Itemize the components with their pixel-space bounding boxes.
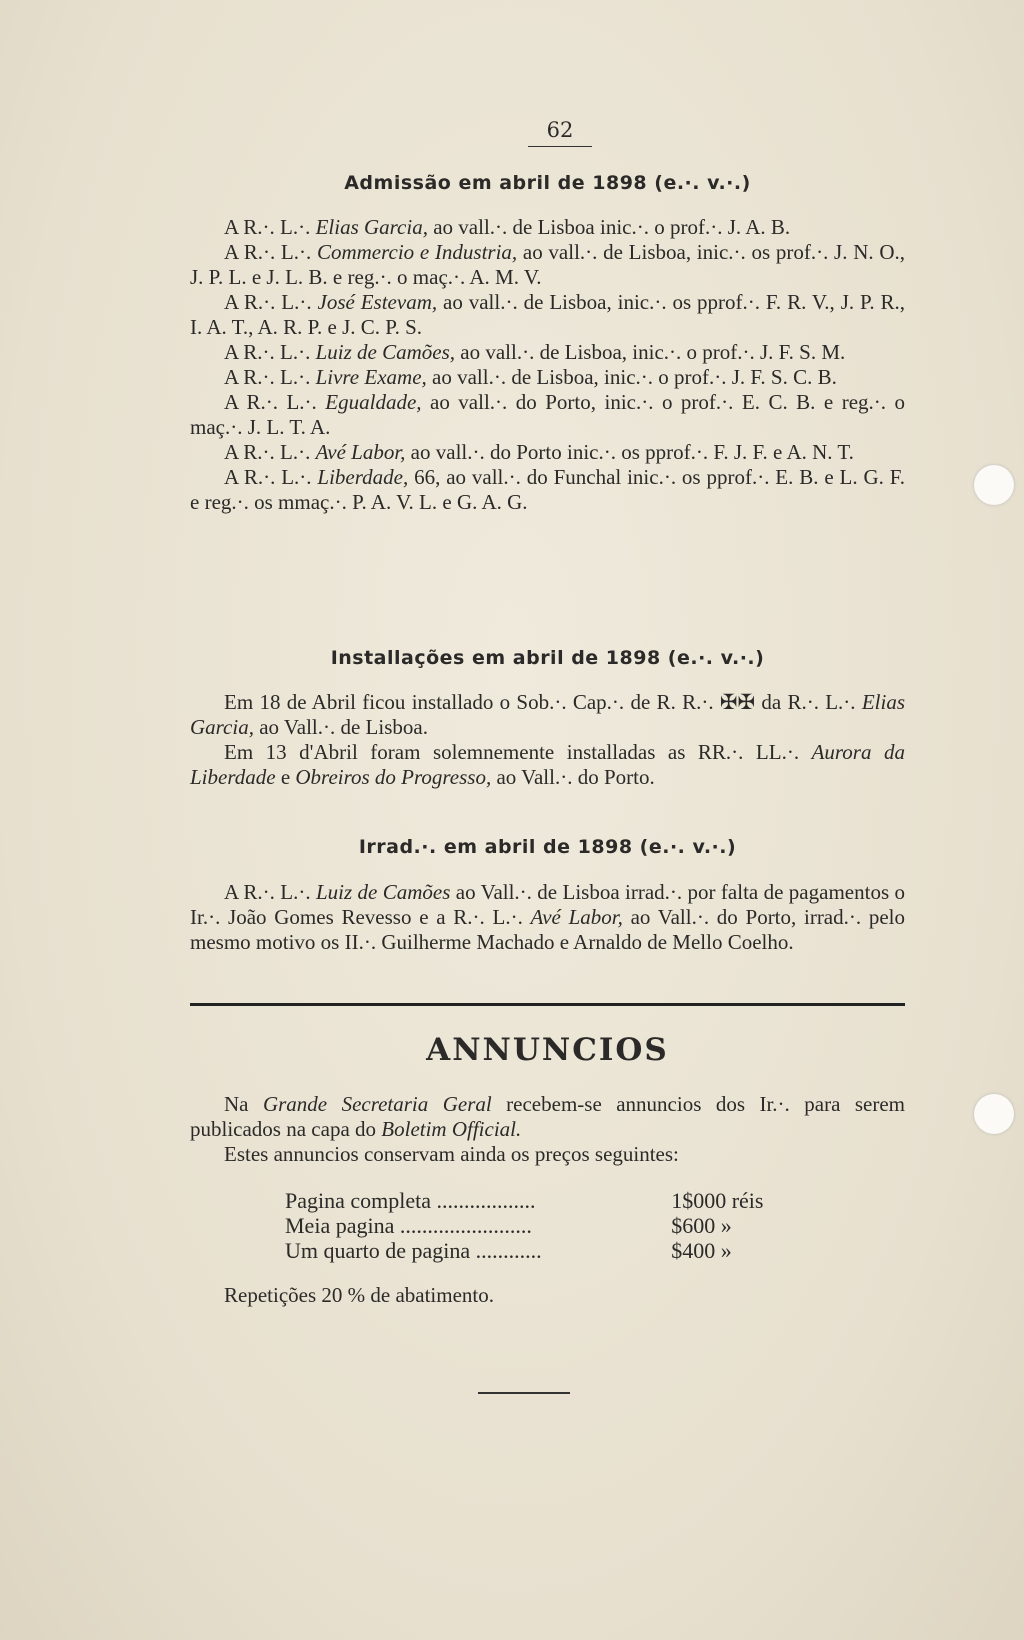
admissao-entry: A R.·. L.·. Avé Labor, ao vall.·. do Porto inic.·. os pprof.·. F. J. F. e A. N. T.	[224, 440, 854, 464]
price-table	[285, 1188, 845, 1263]
page-number: 62	[528, 118, 592, 147]
irrad-entries	[190, 880, 905, 955]
admissao-entry: A R.·. L.·. Luiz de Camões, ao vall.·. de Lisboa, inic.·. o prof.·. J. F. S. M.	[224, 340, 846, 364]
price-value: 1$000 réis	[671, 1188, 764, 1213]
annuncios-intro	[190, 1092, 905, 1142]
price-row	[285, 1188, 845, 1213]
admissao-entry: A R.·. L.·. Liberdade, 66, ao vall.·. do Funchal inic.·. os pprof.·. E. B. e L. G. F. e reg.·. os mmaç.·. P. A. V. L. e G. A. G.	[190, 465, 905, 514]
repeticoes-text: Repetições 20 % de abatimento.	[224, 1283, 494, 1307]
closing-rule	[478, 1392, 570, 1394]
admissao-heading: Admissão em abril de 1898 (e.·. v.·.)	[344, 172, 751, 194]
price-value: $400 »	[671, 1238, 732, 1263]
admissao-entry: A R.·. L.·. Egualdade, ao vall.·. do Porto, inic.·. o prof.·. E. C. B. e reg.·. o maç.·. J. L. T. A.	[190, 390, 906, 439]
installacoes-heading: Installações em abril de 1898 (e.·. v.·.)	[330, 647, 765, 669]
annuncios-heading: ANNUNCIOS	[426, 1032, 669, 1068]
section-divider	[190, 1003, 905, 1006]
price-label: Pagina completa ..................	[285, 1188, 536, 1213]
annuncios-intro2-text: Estes annuncios conservam ainda os preços seguintes:	[224, 1142, 679, 1166]
admissao-entry: A R.·. L.·. José Estevam, ao vall.·. de Lisboa, inic.·. os pprof.·. F. R. V., J. P. R., I. A. T., A. R. P. e J. C. P. S.	[190, 290, 906, 339]
admissao-entry: A R.·. L.·. Livre Exame, ao vall.·. de Lisboa, inic.·. o prof.·. J. F. S. C. B.	[224, 365, 837, 389]
installacoes-entry: Em 13 d'Abril foram solemnemente installadas as RR.·. LL.·. Aurora da Liberdade e Obreiros do Progresso, ao Vall.·. do Porto.	[190, 740, 905, 789]
price-label: Meia pagina ........................	[285, 1213, 532, 1238]
annuncios-intro2	[190, 1142, 905, 1167]
binding-hole-bottom	[974, 1094, 1014, 1134]
price-row	[285, 1238, 845, 1263]
admissao-entry: A R.·. L.·. Commercio e Industria, ao vall.·. de Lisboa, inic.·. os prof.·. J. N. O., J. P. L. e J. L. B. e reg.·. o maç.·. A. M. V.	[190, 240, 905, 289]
admissao-entry: A R.·. L.·. Elias Garcia, ao vall.·. de Lisboa inic.·. o prof.·. J. A. B.	[224, 215, 791, 239]
price-value: $600 »	[671, 1213, 732, 1238]
binding-hole-top	[974, 465, 1014, 505]
irrad-entry: A R.·. L.·. Luiz de Camões ao Vall.·. de Lisboa irrad.·. por falta de pagamentos o Ir.·. João Gomes Revesso e a R.·. L.·. Avé Labor, ao Vall.·. do Porto, irrad.·. pelo mesmo motivo os II.·. Guilherme Machado e Arnaldo de Mello Coelho.	[190, 880, 905, 954]
annuncios-intro-text: Na Grande Secretaria Geral recebem-se annuncios dos Ir.·. para serem publicados na capa do Boletim Official.	[190, 1092, 905, 1141]
repeticoes-note	[190, 1283, 905, 1308]
price-row	[285, 1213, 845, 1238]
irrad-heading: Irrad.·. em abril de 1898 (e.·. v.·.)	[358, 836, 737, 858]
admissao-entries	[190, 215, 905, 515]
installacoes-entry: Em 18 de Abril ficou installado o Sob.·. Cap.·. de R. R.·. ✠✠ da R.·. L.·. Elias Garcia, ao Vall.·. de Lisboa.	[190, 690, 905, 739]
price-label: Um quarto de pagina ............	[285, 1238, 542, 1263]
installacoes-entries	[190, 690, 905, 790]
